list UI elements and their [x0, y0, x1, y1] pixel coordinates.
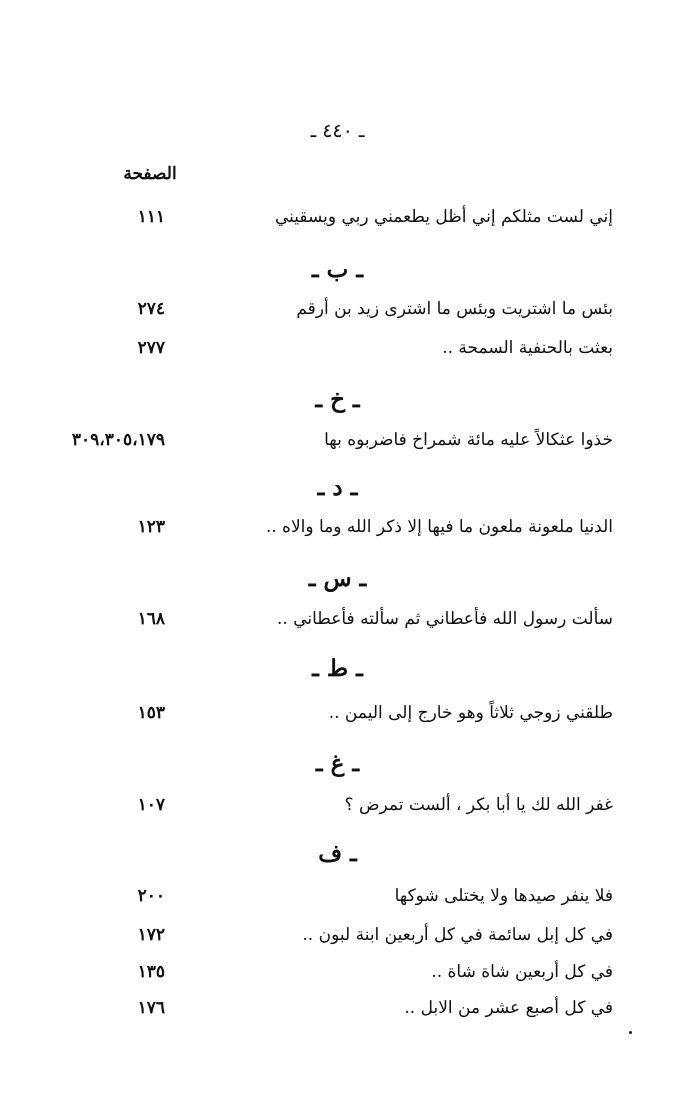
section-heading-sin: ـ س ـ — [308, 565, 367, 592]
index-entry — [0, 203, 675, 233]
index-entry — [0, 791, 675, 821]
entry-text: في كل إبل سائمة في كل أربعين ابنة لبون .. — [302, 925, 613, 945]
entry-text: طلقني زوجي ثلاثاً وهو خارج إلى اليمن .. — [328, 703, 613, 723]
index-entry — [0, 882, 675, 912]
entry-text: سألت رسول الله فأعطاني ثم سألته فأعطاني .. — [276, 609, 613, 629]
entry-text: إني لست مثلكم إني أظل يطعمني ربي ويسقيني — [274, 207, 613, 227]
section-heading-fa: ـ ف — [318, 840, 357, 867]
section-heading-kha: ـ خ ـ — [315, 386, 360, 413]
section-heading-ta: ـ ط ـ — [312, 655, 363, 682]
section-heading-ba: ـ ب ـ — [311, 256, 364, 283]
index-entry — [0, 426, 675, 456]
print-speck — [629, 1031, 632, 1034]
entry-text: فلا ينفر صيدها ولا يختلى شوكها — [394, 886, 613, 906]
index-entry — [0, 513, 675, 543]
entry-page: ٢٧٤ — [137, 299, 165, 319]
index-entry — [0, 334, 675, 364]
entry-page: ١٢٣ — [137, 517, 165, 537]
section-heading-dal: ـ د ـ — [317, 474, 358, 501]
index-entry — [0, 605, 675, 635]
page-number: ـ ٤٤٠ ـ — [310, 120, 365, 142]
entry-text: الدنيا ملعونة ملعون ما فيها إلا ذكر الله وما والاه .. — [265, 517, 613, 537]
entry-page: ١٦٨ — [137, 609, 165, 629]
entry-text: في كل أربعين شاة شاة .. — [431, 962, 613, 982]
entry-page: ١٠٧ — [137, 795, 165, 815]
entry-page: ٢٧٧ — [137, 338, 165, 358]
entry-page: ٣٠٩،٣٠٥،١٧٩ — [71, 430, 165, 450]
entry-page: ١٧٦ — [137, 998, 165, 1018]
entry-page: ١٧٢ — [137, 925, 165, 945]
index-entry — [0, 295, 675, 325]
entry-page: ١٣٥ — [137, 962, 165, 982]
index-entry — [0, 921, 675, 951]
entry-text: خذوا عثكالاً عليه مائة شمراخ فاضربوه بها — [324, 430, 613, 450]
entry-page: ١٥٣ — [137, 703, 165, 723]
entry-text: غفر الله لك يا أبا بكر ، ألست تمرض ؟ — [344, 795, 613, 815]
entry-text: في كل أصبع عشر من الابل .. — [404, 998, 613, 1018]
index-entry — [0, 958, 675, 988]
index-entry — [0, 994, 675, 1024]
entry-page: ٢٠٠ — [137, 886, 165, 906]
page-column-header: الصفحة — [123, 164, 177, 184]
entry-page: ١١١ — [137, 207, 165, 227]
index-entry — [0, 699, 675, 729]
entry-text: بعثت بالحنفية السمحة .. — [442, 338, 613, 358]
entry-text: بئس ما اشتريت وبئس ما اشترى زيد بن أرقم — [296, 299, 613, 319]
section-heading-ghain: ـ غ ـ — [315, 750, 360, 777]
